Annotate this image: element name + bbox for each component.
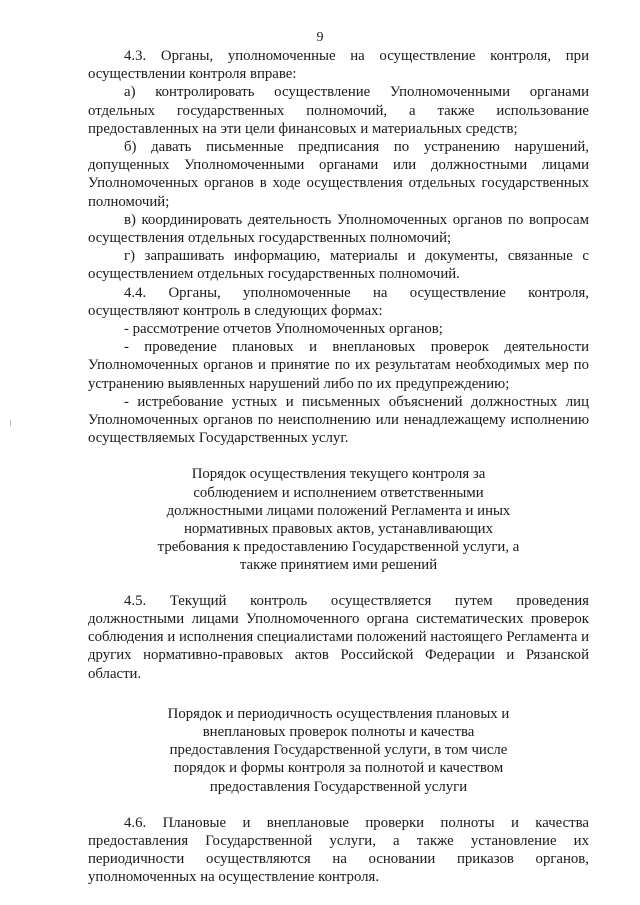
paragraph-4-6: 4.6. Плановые и внеплановые проверки полноты и качества предоставления Государственной услуги, а также установление их периодичности осуществляются на основании приказов органов, уполномоченных на осуществление контроля. <box>88 814 589 886</box>
page-number: 9 <box>316 30 324 45</box>
document-body <box>88 47 589 887</box>
list-item-inspections: - проведение плановых и внеплановых проверок деятельности Уполномоченных органов и принятие по их результатам необходимых мер по устранению выявленных нарушений либо по их предупреждению; <box>88 339 589 392</box>
paragraph-4-3-g: г) запрашивать информацию, материалы и документы, связанные с осуществлением отдельных государственных полномочий. <box>88 248 589 283</box>
scan-mark <box>10 420 11 426</box>
paragraph-4-4: 4.4. Органы, уполномоченные на осуществление контроля, осуществляют контроль в следующих формах: <box>88 284 589 319</box>
paragraph-4-3: 4.3. Органы, уполномоченные на осуществление контроля, при осуществлении контроля вправе: <box>88 48 589 83</box>
paragraph-4-3-v: в) координировать деятельность Уполномоченных органов по вопросам осуществления отдельных государственных полномочий; <box>88 211 589 247</box>
list-item-explanations: - истребование устных и письменных объяснений должностных лиц Уполномоченных органов по неисполнению или ненадлежащему исполнению осуществляемых Государственных услуг. <box>88 393 589 447</box>
list-item-reports: - рассмотрение отчетов Уполномоченных органов; <box>124 321 443 338</box>
section-heading-current-control: Порядок осуществления текущего контроля за соблюдением и исполнением ответственными должностными лицами положений Регламента и иных нормативных правовых актов, устанавливающих требования к предоставлению Государственной услуги, а также принятием ими решений <box>157 466 520 574</box>
section-heading-inspections: Порядок и периодичность осуществления плановых и внеплановых проверок полноты и качества предоставления Государственной услуги, в том числе порядок и формы контроля за полнотой и качеством предоставления Государственной услуги <box>167 705 510 795</box>
paragraph-4-3-b: б) давать письменные предписания по устранению нарушений, допущенных Уполномоченными органами или должностными лицами Уполномоченных органов в ходе осуществления отдельных государственных полномочий; <box>88 139 589 210</box>
paragraph-4-3-a: а) контролировать осуществление Уполномоченными органами отдельных государственных полномочий, а также использование предоставленных на эти цели финансовых и материальных средств; <box>88 84 589 137</box>
paragraph-4-5: 4.5. Текущий контроль осуществляется путем проведения должностными лицами Уполномоченного органа систематических проверок соблюдения и исполнения специалистами положений настоящего Регламента и других нормативно-правовых актов Российской Федерации и Рязанской области. <box>88 592 589 682</box>
